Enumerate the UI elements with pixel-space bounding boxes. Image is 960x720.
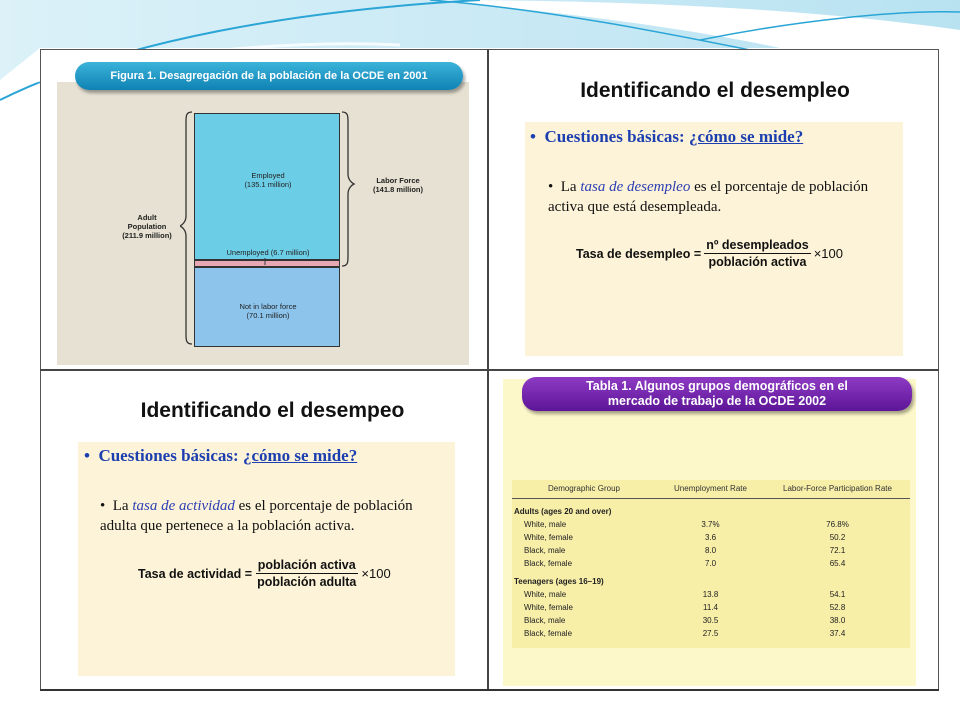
demographic-table	[512, 480, 910, 648]
unemployment-rate: 11.4	[703, 603, 718, 612]
table-title: Tabla 1. Algunos grupos demográficos en el mercado de trabajo de la OCDE 2002	[522, 377, 912, 411]
desempleo-definition: • La tasa de desempleo es el porcentaje de población activa que está desempleada.	[548, 179, 869, 215]
table-group-row	[512, 505, 910, 518]
panel-bottom-border	[40, 689, 939, 691]
desempleo-bullet-heading: • Cuestiones básicas: ¿cómo se mide?	[530, 127, 804, 146]
table-row	[512, 588, 910, 601]
table-row	[512, 531, 910, 544]
table-row	[512, 557, 910, 570]
table-group-row	[512, 575, 910, 588]
not-in-labor-force-label: Not in labor force (70.1 million)	[239, 302, 297, 320]
row-label: Black, male	[524, 546, 566, 555]
table-row	[512, 627, 910, 648]
unemployment-rate: 13.8	[702, 590, 719, 599]
figure-title: Figura 1. Desagregación de la población de la OCDE en 2001	[75, 62, 463, 90]
participation-rate: 50.2	[829, 533, 846, 542]
unemployment-rate: 3.6	[704, 533, 717, 542]
actividad-formula: Tasa de actividad = $\frac{\text{población activa}}{\text{población adulta}}$ ×100	[138, 558, 391, 589]
unemployment-rate: 27.5	[702, 629, 719, 638]
participation-rate: 38.0	[829, 616, 846, 625]
participation-rate: 65.4	[829, 559, 846, 568]
table-row	[512, 544, 910, 557]
row-label: White, male	[524, 520, 567, 529]
table-row	[512, 601, 910, 614]
actividad-definition: • La tasa de actividad es el porcentaje de población adulta que pertenece a la población activa.	[100, 498, 413, 534]
participation-rate: 52.8	[829, 603, 846, 612]
table-row	[512, 518, 910, 531]
unemployment-rate: 30.5	[702, 616, 719, 625]
table-header-row	[512, 480, 910, 499]
row-label: Black, female	[524, 559, 573, 568]
unemployment-rate: 3.7%	[701, 520, 720, 529]
labor-force-label: Labor Force (141.8 million)	[372, 176, 423, 194]
slide-title-desempleo: Identificando el desempleo	[580, 79, 850, 102]
unemployment-rate: 8.0	[704, 546, 717, 555]
panel-divider-horizontal	[40, 369, 939, 371]
group-label: Adults (ages 20 and over)	[514, 507, 612, 516]
unemployed-label: Unemployed (6.7 million)	[226, 248, 310, 257]
desempleo-formula: Tasa de desempleo = $\frac{\text{nº desempleados}}{\text{población activa}}$ ×100	[576, 238, 843, 269]
row-label: White, male	[524, 590, 567, 599]
table-row	[512, 614, 910, 627]
column-header: Labor-Force Participation Rate	[765, 480, 910, 499]
column-header: Unemployment Rate	[656, 480, 765, 499]
adult-population-label: Adult Population (211.9 million)	[122, 213, 172, 240]
employed-label: Employed (135.1 million)	[244, 171, 292, 189]
row-label: White, female	[524, 603, 573, 612]
group-label: Teenagers (ages 16–19)	[514, 577, 604, 586]
row-label: Black, female	[524, 629, 573, 638]
participation-rate: 37.4	[829, 629, 846, 638]
participation-rate: 54.1	[829, 590, 846, 599]
actividad-bullet-heading: • Cuestiones básicas: ¿cómo se mide?	[84, 446, 358, 465]
column-header: Demographic Group	[512, 480, 656, 499]
participation-rate: 76.8%	[826, 520, 849, 529]
figure-braces	[180, 108, 360, 353]
row-label: White, female	[524, 533, 573, 542]
participation-rate: 72.1	[829, 546, 846, 555]
row-label: Black, male	[524, 616, 566, 625]
slide-title-actividad: Identificando el desempeo	[140, 399, 405, 422]
unemployment-rate: 7.0	[704, 559, 717, 568]
